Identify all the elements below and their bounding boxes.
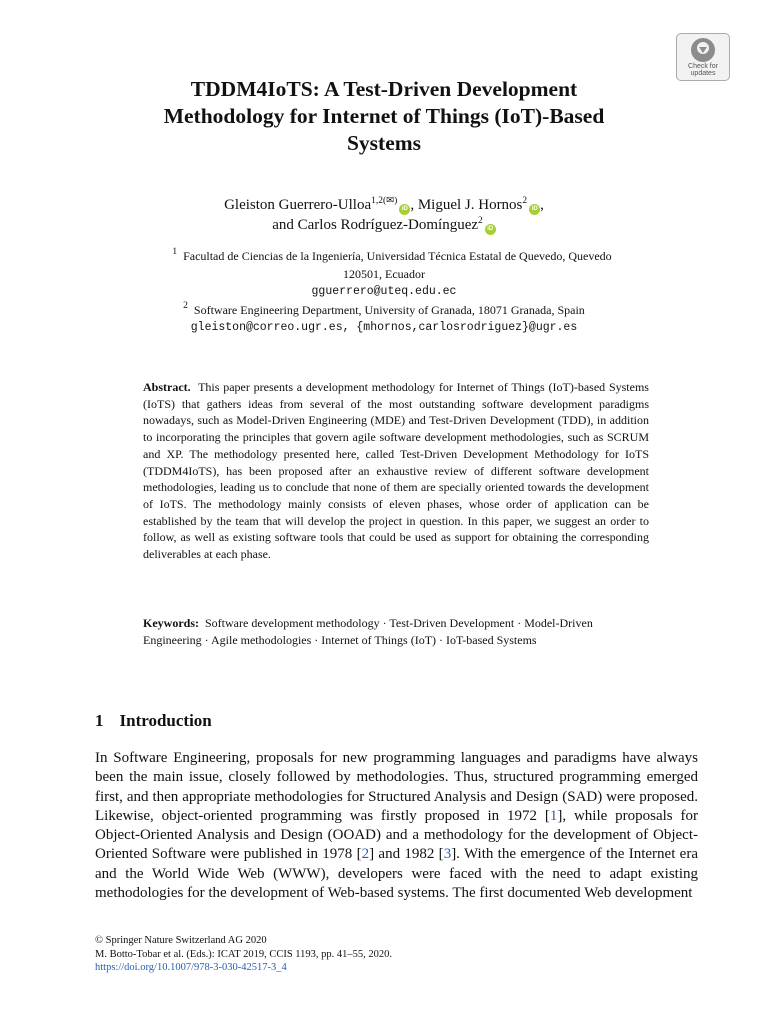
orcid-icon[interactable]: iD — [485, 224, 496, 235]
affiliations — [100, 247, 668, 337]
author-list — [80, 195, 688, 235]
doi-link[interactable]: https://doi.org/10.1007/978-3-030-42517-3_4 — [95, 962, 287, 973]
author-line1 — [80, 195, 688, 215]
affiliation-1 — [100, 247, 668, 265]
keywords-label: Keywords: — [143, 616, 199, 630]
abstract-label: Abstract. — [143, 380, 191, 394]
section-title: Introduction — [119, 711, 212, 730]
affiliation-2-email[interactable]: gleiston@correo.ugr.es, {mhornos,carlosrodriguez}@ugr.es — [190, 321, 578, 334]
author-line2 — [80, 215, 688, 235]
affiliation-2-text: Software Engineering Department, University of Granada, 18071 Granada, Spain — [193, 303, 585, 317]
affiliation-2 — [100, 301, 668, 319]
title-line2: Methodology for Internet of Things (IoT)-Based — [163, 104, 605, 128]
title-line1: TDDM4IoTS: A Test-Driven Development — [190, 77, 578, 101]
body-text-4: ]. With the emergence of the Internet era and the World Wide Web (WWW), developers were faced with the need to adapt existing methodologies for the development of Web-based systems. The first documented Web development — [95, 846, 698, 902]
author-1-name: Gleiston Guerrero-Ulloa — [224, 197, 372, 213]
orcid-icon[interactable]: iD — [529, 204, 540, 215]
affiliation-1-email[interactable]: gguerrero@uteq.edu.ec — [311, 285, 457, 298]
title-line3: Systems — [346, 131, 422, 155]
check-for-updates-badge[interactable] — [676, 33, 730, 81]
body-text-3: ] and 1982 [ — [369, 846, 444, 863]
keywords-text: Software development methodology · Test-Driven Development · Model-Driven Engineering · Agile methodologies · Internet of Things (IoT) · IoT-based Systems — [143, 616, 593, 647]
paper-title — [80, 76, 688, 157]
footer — [95, 934, 392, 975]
author-1-affil: 1,2(✉) — [371, 196, 398, 206]
affiliation-1-number: 1 — [172, 247, 178, 257]
section-heading — [95, 711, 212, 731]
affiliation-1-text: Facultad de Ciencias de la Ingeniería, Universidad Técnica Estatal de Quevedo, Quevedo — [183, 249, 612, 263]
citation-link[interactable]: 2 — [361, 846, 370, 863]
author-2-affil: 2 — [522, 196, 528, 206]
body-text-2: ], while proposals for Object-Oriented Analysis and Design (OOAD) and a methodology for the development of Object-Oriented Software were published in 1978 [ — [95, 807, 698, 863]
abstract — [143, 379, 649, 563]
citation-link[interactable]: 3 — [443, 846, 452, 863]
check-for-updates-icon — [690, 37, 716, 63]
citation-link[interactable]: 1 — [549, 807, 558, 824]
body-paragraph — [95, 749, 698, 903]
badge-line1: Check for — [688, 63, 718, 70]
keywords — [143, 615, 649, 648]
affiliation-1-line2: 120501, Ecuador — [343, 267, 425, 281]
orcid-icon[interactable]: iD — [399, 204, 410, 215]
section-number: 1 — [95, 711, 104, 730]
affiliation-2-number: 2 — [183, 301, 188, 311]
body-text-1: In Software Engineering, proposals for new programming languages and paradigms have always been the main issue, closely followed by methodologies. Thus, structured programming emerged first, and then appropriate methodologies for Structured Analysis and Design (SAD) were proposed. Likewise, object-oriented programming was firstly proposed in 1972 [ — [95, 750, 698, 824]
badge-line2: updates — [690, 70, 716, 77]
author-2-name: , Miguel J. Hornos — [410, 197, 523, 213]
abstract-text: This paper presents a development methodology for Internet of Things (IoT)-based Systems (IoTS) that gathers ideas from several of the most outstanding software development paradigms nowadays, such as Model-Driven Engineering (MDE) and Test-Driven Development (TDD), in addition to incorporating the principles that govern agile software development methodologies, such as SCRUM and XP. The methodology presented here, called Test-Driven Development Methodology for IoTS (TDDM4IoTS), has been proposed after an exhaustive review of different software development methodologies, leading us to conclude that none of them are specially oriented towards the development of IoTS. The methodology mainly consists of eleven phases, whose order of application can be established by the team that will develop the project in question. In this paper, we suggest an order to follow, as well as existing software tools that could be used as support for obtaining the corresponding deliverables at each phase. — [143, 380, 649, 562]
author-separator: , — [540, 197, 544, 213]
copyright-notice: © Springer Nature Switzerland AG 2020 — [95, 935, 267, 946]
citation-info: M. Botto-Tobar et al. (Eds.): ICAT 2019, CCIS 1193, pp. 41–55, 2020. — [95, 948, 393, 960]
author-3-affil: 2 — [478, 216, 483, 226]
author-3-name: and Carlos Rodríguez-Domínguez — [272, 217, 479, 233]
